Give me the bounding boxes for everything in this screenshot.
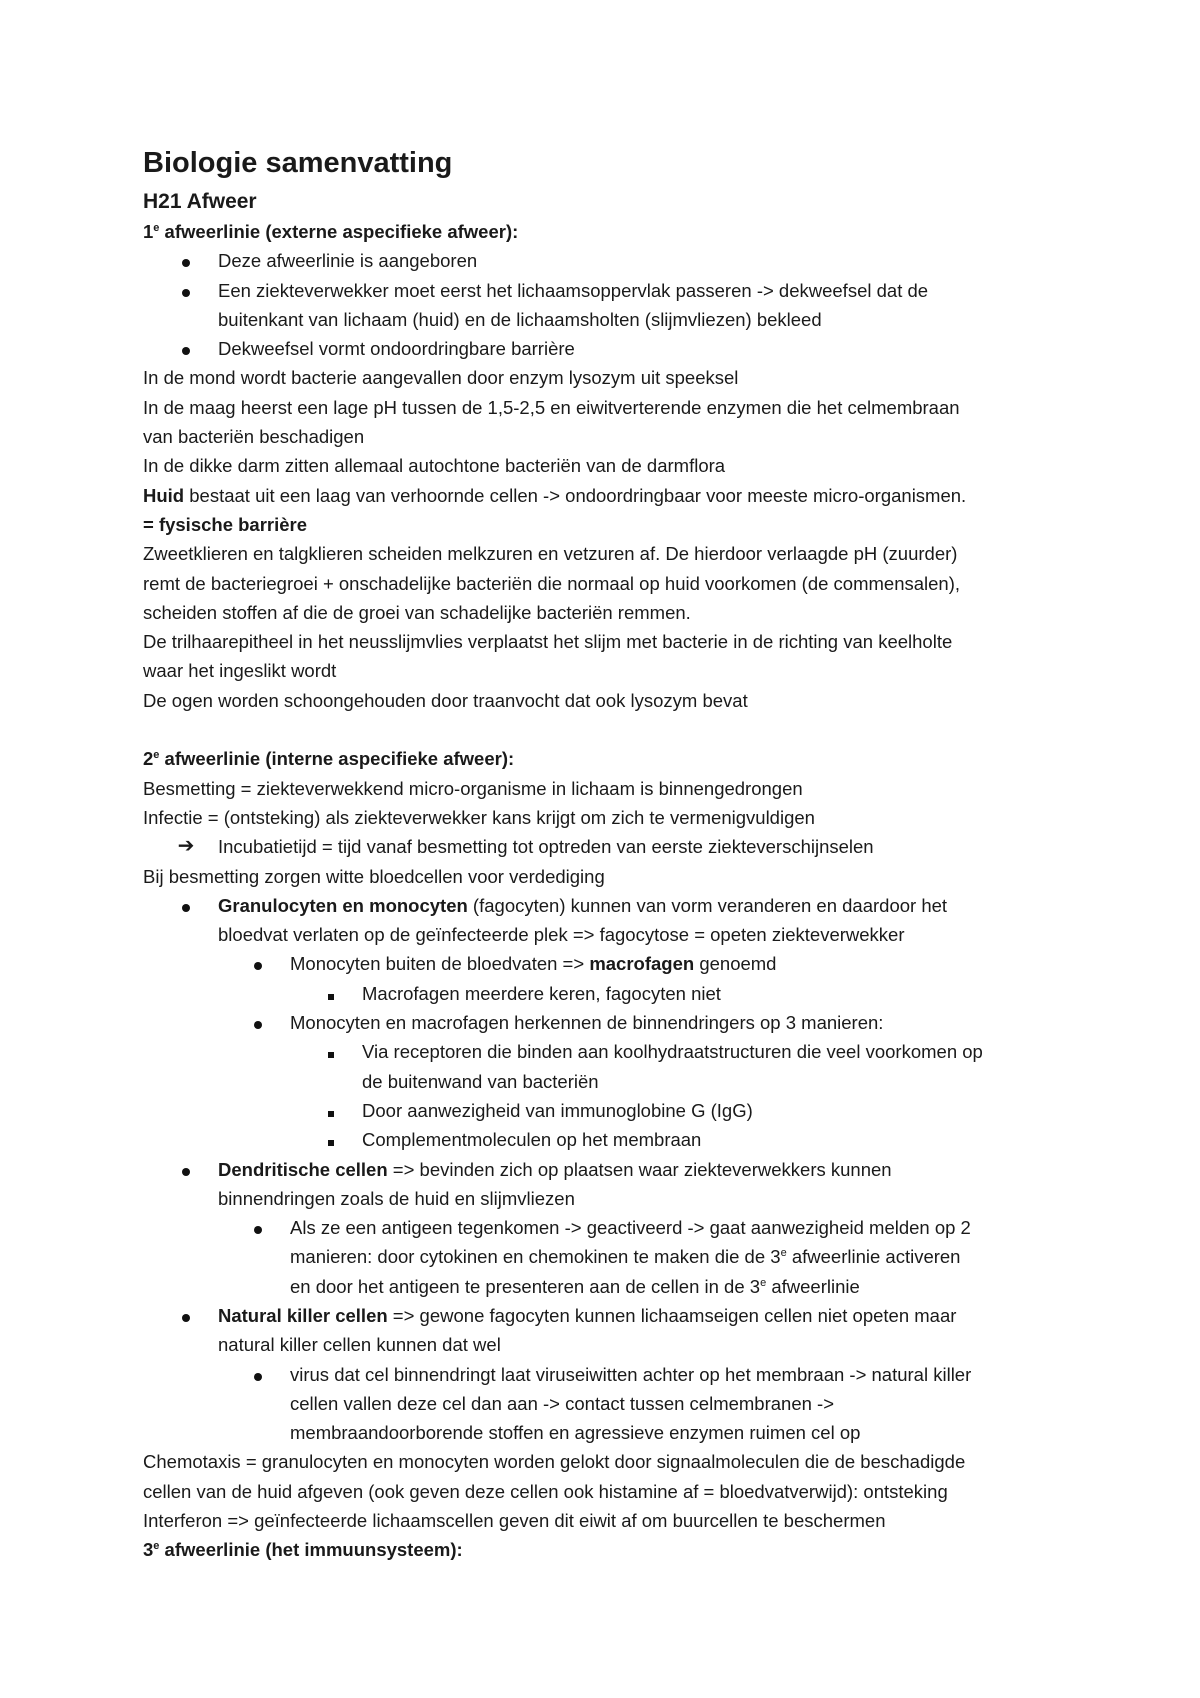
bullet-icon (248, 1360, 268, 1389)
bullet-icon (248, 1213, 268, 1242)
paragraph-line: In de maag heerst een lage pH tussen de 1,5-2,5 en eiwitverterende enzymen die het celmembraan (143, 396, 960, 418)
list-item: Door aanwezigheid van immunoglobine G (IgG) (143, 1096, 1073, 1125)
paragraph-line: In de mond wordt bacterie aangevallen door enzym lysozym uit speeksel (143, 367, 739, 389)
bullet-icon (248, 949, 268, 978)
list-item: Complementmoleculen op het membraan (143, 1125, 1073, 1154)
right-arrow-icon: ➔ (177, 835, 195, 858)
list-item: virus dat cel binnendringt laat viruseiwitten achter op het membraan -> natural killer cellen vallen deze cel dan aan -> contact tussen celmembranen -> membraandoorborende stoffen en agressieve enzymen ruimen cel op (143, 1360, 1073, 1448)
list-item: Granulocyten en monocyten (fagocyten) kunnen van vorm veranderen en daardoor het bloedvat verlaten op de geïnfecteerde plek => fagocytose = opeten ziekteverwekker (143, 891, 1073, 950)
list-item: Als ze een antigeen tegenkomen -> geactiveerd -> gaat aanwezigheid melden op 2 manieren: door cytokinen en chemokinen te maken die de 3e afweerlinie activeren en door het antigeen te presenteren aan de cellen in de 3e afweerlinie (143, 1213, 1073, 1301)
square-bullet-icon (321, 979, 341, 1008)
list-item: Natural killer cellen => gewone fagocyten kunnen lichaamseigen cellen niet opeten maar natural killer cellen kunnen dat wel (143, 1301, 1073, 1360)
list-item: Via receptoren die binden aan koolhydraatstructuren die veel voorkomen op de buitenwand van bacteriën (143, 1037, 1073, 1096)
bullet-icon (248, 1008, 268, 1037)
document-title: Biologie samenvatting (143, 147, 453, 179)
paragraph-line: Besmetting = ziekteverwekkend micro-organisme in lichaam is binnengedrongen (143, 777, 803, 799)
list-item: ➔ Incubatietijd = tijd vanaf besmetting tot optreden van eerste ziekteverschijnselen (143, 832, 1073, 861)
paragraph-line: De ogen worden schoongehouden door traanvocht dat ook lysozym bevat (143, 689, 748, 711)
square-bullet-icon (321, 1037, 341, 1066)
bullet-icon (176, 1301, 196, 1330)
chapter-heading: H21 Afweer (143, 190, 257, 213)
bullet-icon (176, 1155, 196, 1184)
paragraph-line: Huid bestaat uit een laag van verhoornde cellen -> ondoordringbaar voor meeste micro-organismen. (143, 484, 967, 506)
paragraph-line: = fysische barrière (143, 513, 308, 535)
list-item: Monocyten buiten de bloedvaten => macrofagen genoemd (143, 949, 1073, 978)
paragraph-line: In de dikke darm zitten allemaal autochtone bacteriën van de darmflora (143, 455, 726, 477)
list-item: Dendritische cellen => bevinden zich op plaatsen waar ziekteverwekkers kunnen binnendringen zoals de huid en slijmvliezen (143, 1155, 1073, 1214)
list-item: Deze afweerlinie is aangeboren (143, 246, 1073, 275)
list-item: Macrofagen meerdere keren, fagocyten niet (143, 979, 1073, 1008)
list-item: Monocyten en macrofagen herkennen de binnendringers op 3 manieren: (143, 1008, 1073, 1037)
paragraph-line: De trilhaarepitheel in het neusslijmvlies verplaatst het slijm met bacterie in de richting van keelholte (143, 631, 953, 653)
square-bullet-icon (321, 1096, 341, 1125)
paragraph-line: Chemotaxis = granulocyten en monocyten worden gelokt door signaalmoleculen die de beschadigde (143, 1451, 966, 1473)
bullet-icon (176, 891, 196, 920)
section3-heading: 3e afweerlinie (het immuunsysteem): (143, 1539, 463, 1561)
paragraph-line: Bij besmetting zorgen witte bloedcellen voor verdediging (143, 865, 605, 887)
paragraph-line: cellen van de huid afgeven (ook geven deze cellen ook histamine af = bloedvatverwijd): ontsteking (143, 1480, 948, 1502)
section1-heading: 1e afweerlinie (externe aspecifieke afweer): (143, 221, 519, 242)
paragraph-line: scheiden stoffen af die de groei van schadelijke bacteriën remmen. (143, 601, 691, 623)
square-bullet-icon (321, 1125, 341, 1154)
section2-heading: 2e afweerlinie (interne aspecifieke afweer): (143, 748, 515, 770)
bullet-icon (176, 334, 196, 363)
document-page (143, 143, 1073, 1565)
list-item: Dekweefsel vormt ondoordringbare barrière (143, 334, 1073, 363)
bullet-icon (176, 246, 196, 275)
paragraph-line: waar het ingeslikt wordt (143, 660, 337, 682)
paragraph-line: remt de bacteriegroei + onschadelijke bacteriën die normaal op huid voorkomen (de commensalen), (143, 572, 961, 594)
list-item: Een ziekteverwekker moet eerst het lichaamsoppervlak passeren -> dekweefsel dat de buitenkant van lichaam (huid) en de lichaamsholten (slijmvliezen) bekleed (143, 276, 1073, 335)
paragraph-line: Zweetklieren en talgklieren scheiden melkzuren en vetzuren af. De hierdoor verlaagde pH (zuurder) (143, 543, 958, 565)
paragraph-line: Infectie = (ontsteking) als ziekteverwekker kans krijgt om zich te vermenigvuldigen (143, 806, 815, 828)
paragraph-line: van bacteriën beschadigen (143, 426, 365, 448)
bullet-icon (176, 276, 196, 305)
paragraph-line: Interferon => geïnfecteerde lichaamscellen geven dit eiwit af om buurcellen te beschermen (143, 1510, 886, 1532)
